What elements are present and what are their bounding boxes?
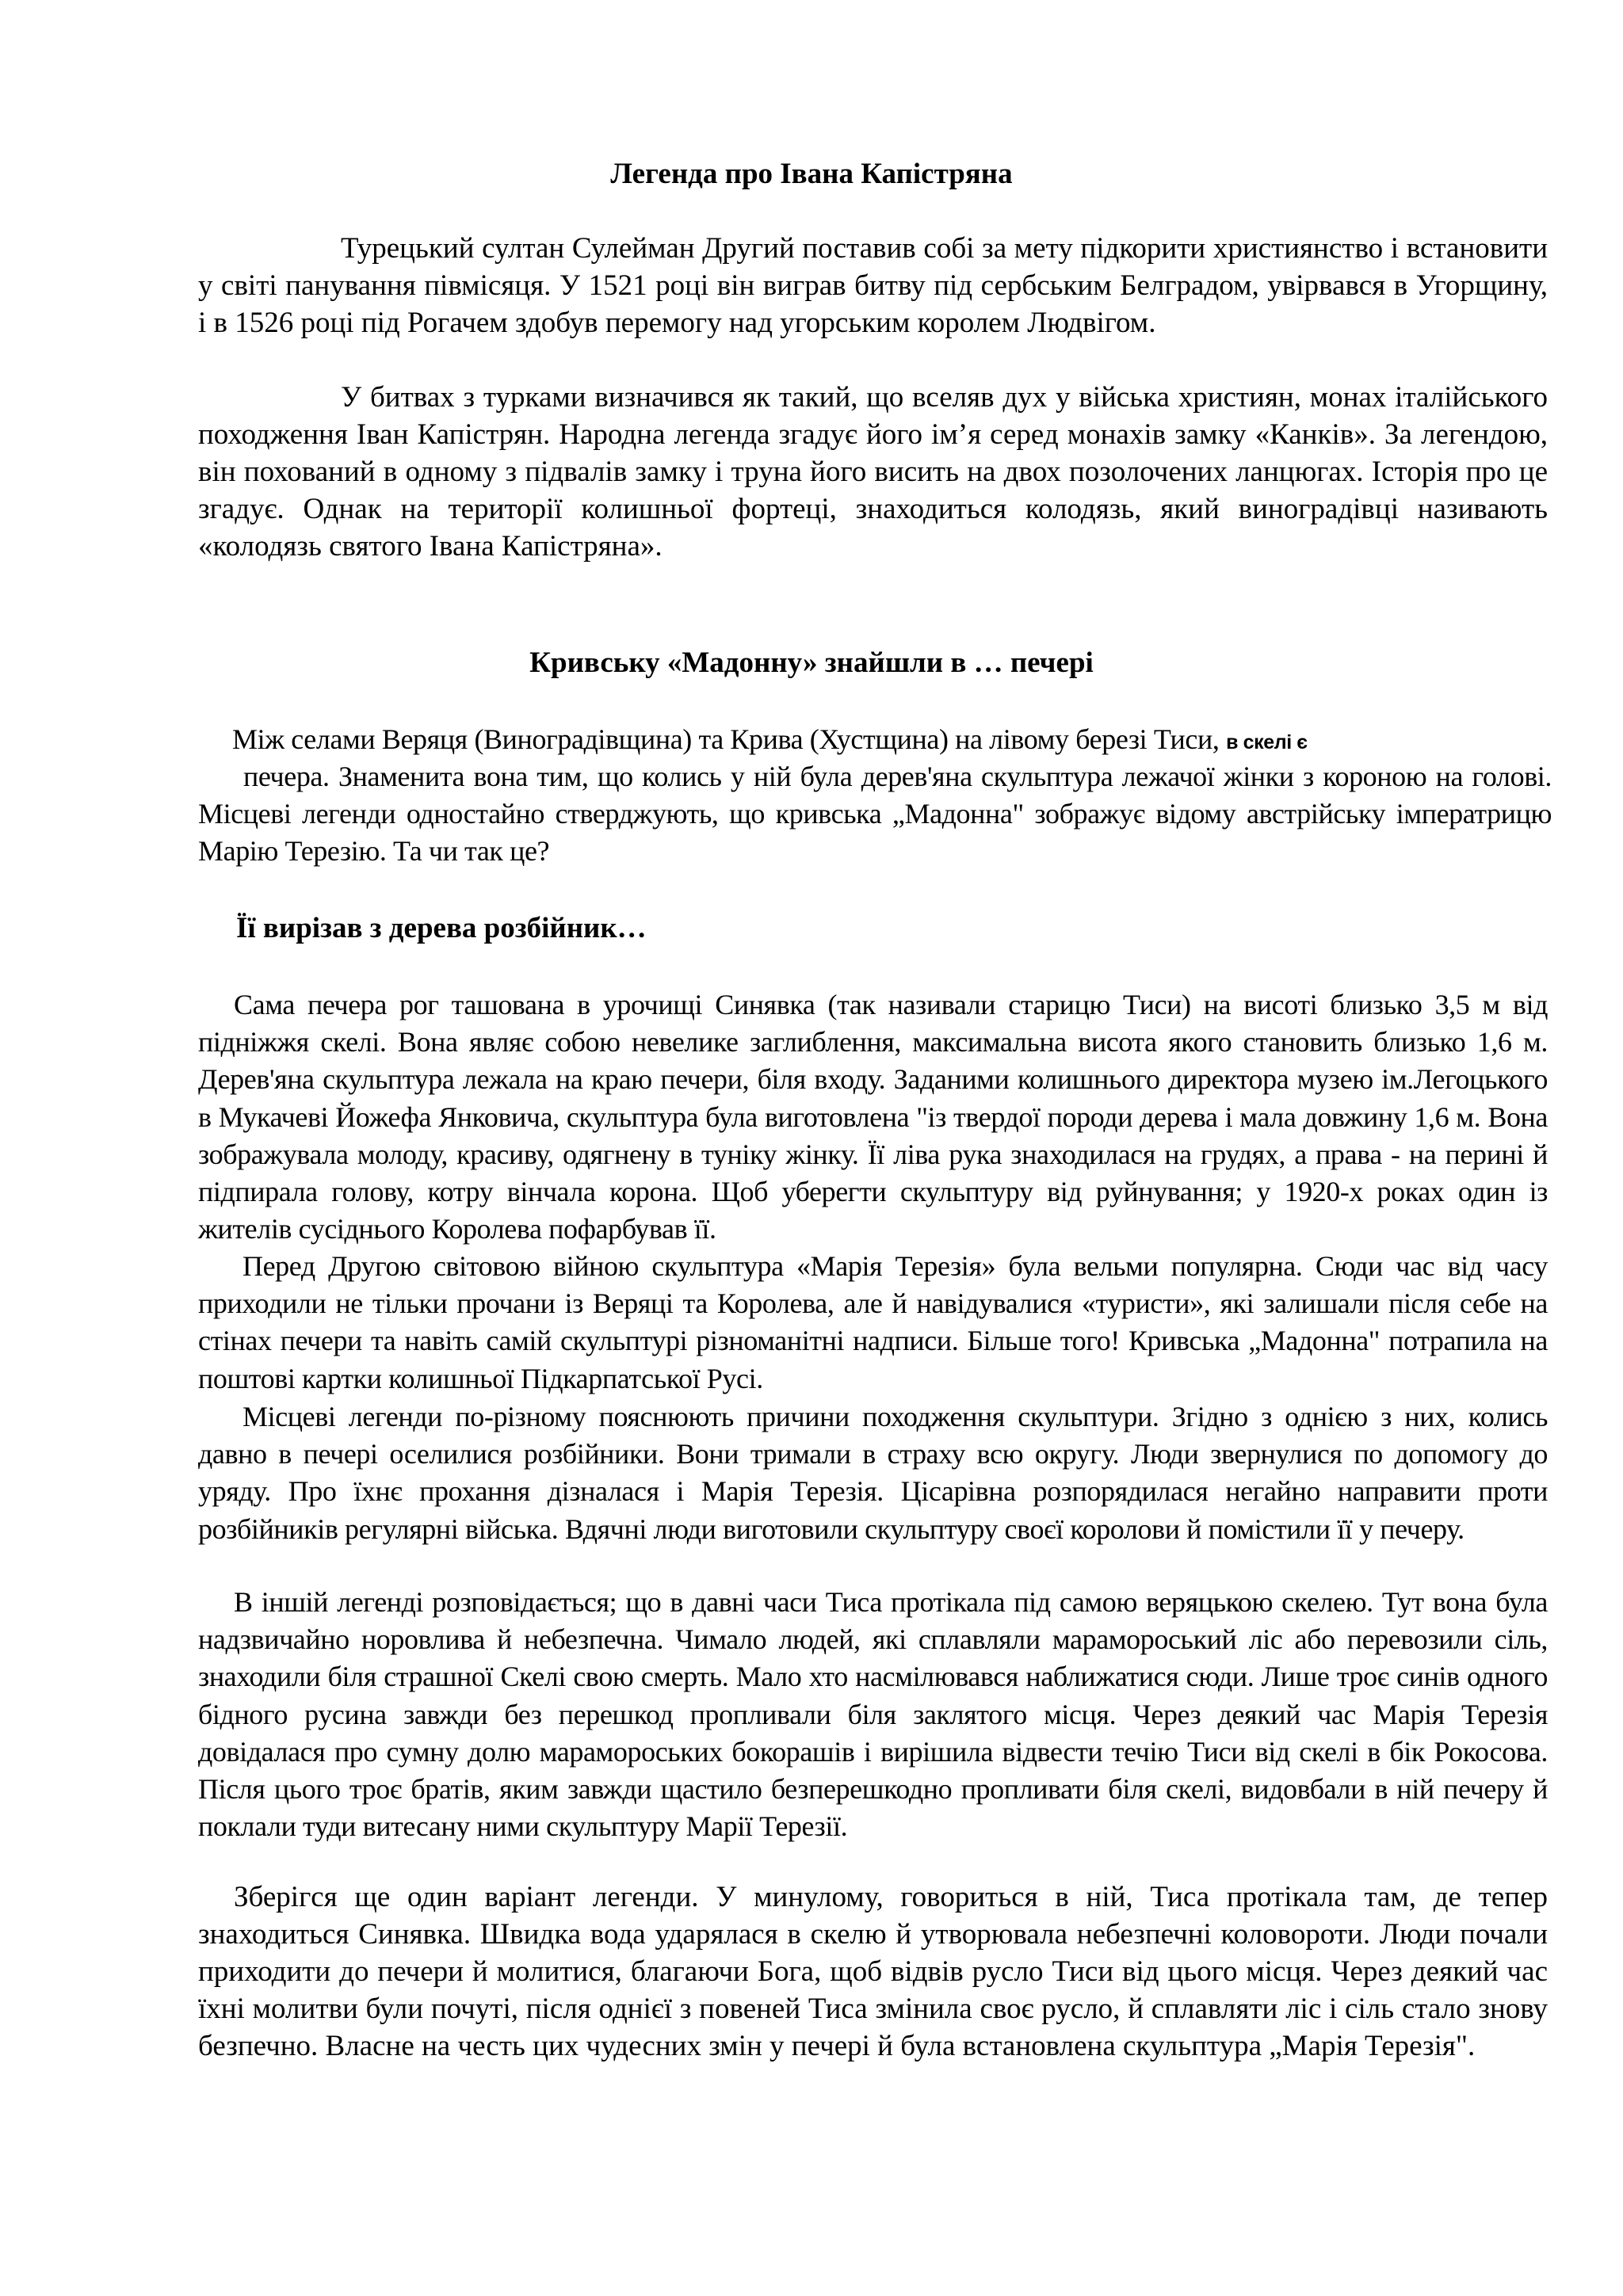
paragraph-robbers-legend: Місцеві легенди по-різному пояснюють причини походження скульптури. Згідно з однією з них, колись давно в печері оселилися розбійники. Вони тримали в страху всю округу. Люди звернулися по допомогу до уряду. Про їхнє прохання дізналася і Марія Терезія. Цісарівна розпорядилася негайно направити проти розбійників регулярні війська. Вдячні люди виготовили скульптуру своєї королови й помістили її у печеру. — [198, 1401, 1548, 1545]
cave-intro-sans: в скелі є — [1226, 731, 1308, 753]
subtitle-carved-by-robber: Її вирізав з дерева розбійник… — [236, 912, 647, 944]
paragraph-another-variant: Зберігся ще один варіант легенди. У минулому, говориться в ній, Тиса протікала там, де тепер знаходиться Синявка. Швидка вода ударялася в скелю й утворювала небезпечні коловороти. Люди почали приходити до печери й молитися, благаючи Бога, щоб відвів русло Тиси від цього місця. Через деякий час їхні молитви були почуті, після однієї з повеней Тиса змінила своє русло, й сплавляти ліс і сіль стало знову безпечно. Власне на честь цих чудесних змін у печері й була встановлена скульптура „Марія Терезія". — [198, 1881, 1548, 2062]
paragraph-cave-description: Сама печера рог ташована в урочищі Синявка (так називали старицю Тиси) на висоті близько 3,5 м від підніжжя скелі. Вона являє собою невелике заглиблення, максимальна висота якого становить близько 1,6 м. Дерев'яна скульптура лежала на краю печери, біля входу. Заданими колишнього директора музею ім.Легоцького в Мукачеві Йожефа Янковича, скульптура була виготовлена "із твердої породи дерева і мала довжину 1,6 м. Вона зображувала молоду, красиву, одягнену в туніку жінку. Її ліва рука знаходилася на грудях, а права - на перині й підпирала голову, котру вінчала корона. Щоб уберегти скульптуру від руйнування; у 1920-х роках один із жителів сусіднього Королева пофарбував її. — [198, 989, 1548, 1245]
paragraph-cave-intro-rest: печера. Знаменита вона тим, що колись у ній була дерев'яна скульптура лежачої жінки з короною на голові. Місцеві легенди одностайно стверджують, що кривська „Мадонна" зображує відому австрійську імператрицю Марію Терезію. Та чи так це? — [198, 761, 1552, 868]
paragraph-cave-intro — [204, 721, 1552, 761]
paragraph-sultan-suleiman: Турецький султан Сулейман Другий поставив собі за мету підкорити християнство і встановити у світі панування півмісяця. У 1521 році він виграв битву під сербським Белградом, увірвався в Угорщину, і в 1526 році під Рогачем здобув перемогу над угорським королем Людвігом. — [198, 232, 1548, 339]
title-kapistryan-legend: Легенда про Івана Капістряна — [610, 158, 1013, 190]
paragraph-ivan-kapistryan: У битвах з турками визначився як такий, що вселяв дух у війська християн, монах італійського походження Іван Капістрян. Народна легенда згадує його ім’я серед монахів замку «Канків». За легендою, він похований в одному з підвалів замку і труна його висить на двох позолочених ланцюгах. Історія про це згадує. Однак на території колишньої фортеці, знаходиться колодязь, який виноградівці називають «колодязь святого Івана Капістряна». — [198, 381, 1548, 563]
paragraph-tisza-legend: В іншій легенді розповідається; що в давні часи Тиса протікала під самою веряцькою скелею. Тут вона була надзвичайно норовлива й небезпечна. Чимало людей, які сплавляли мараморoський ліс або перевозили сіль, знаходили біля страшної Скелі свою смерть. Мало хто насмілювався наближатися сюди. Лише троє синів одного бідного русина завжди без перешкод пропливали біля заклятого місця. Через деякий час Марія Терезія довідалася про сумну долю мараморoських бокорашів і вирішила відвести течію Тиси від скелі в бік Рокосова. Після цього троє братів, яким завжди щастило безперешкодно пропливати біля скелі, видовбали в ній печеру й поклали туди витесану ними скульптуру Марії Терезії. — [198, 1586, 1548, 1843]
title-kryva-madonna: Кривську «Мадонну» знайшли в … печері — [529, 646, 1094, 679]
cave-intro-inline: березі Тиси, — [1075, 723, 1227, 755]
cave-intro-start: Між селами Веряця (Виноградівщина) та Крива (Хустщина) на лівому — [232, 723, 1076, 755]
paragraph-before-war: Перед Другою світовою війною скульптура «Марія Терезія» була вельми популярна. Сюди час від часу приходили не тільки прочани із Веряці та Королева, але й навідувалися «туристи», які залишали після себе на стінах печери та навіть самій скульптурі різноманітні надписи. Більше того! Кривська „Мадонна" потрапила на поштові картки колишньої Підкарпатської Русі. — [198, 1250, 1548, 1394]
